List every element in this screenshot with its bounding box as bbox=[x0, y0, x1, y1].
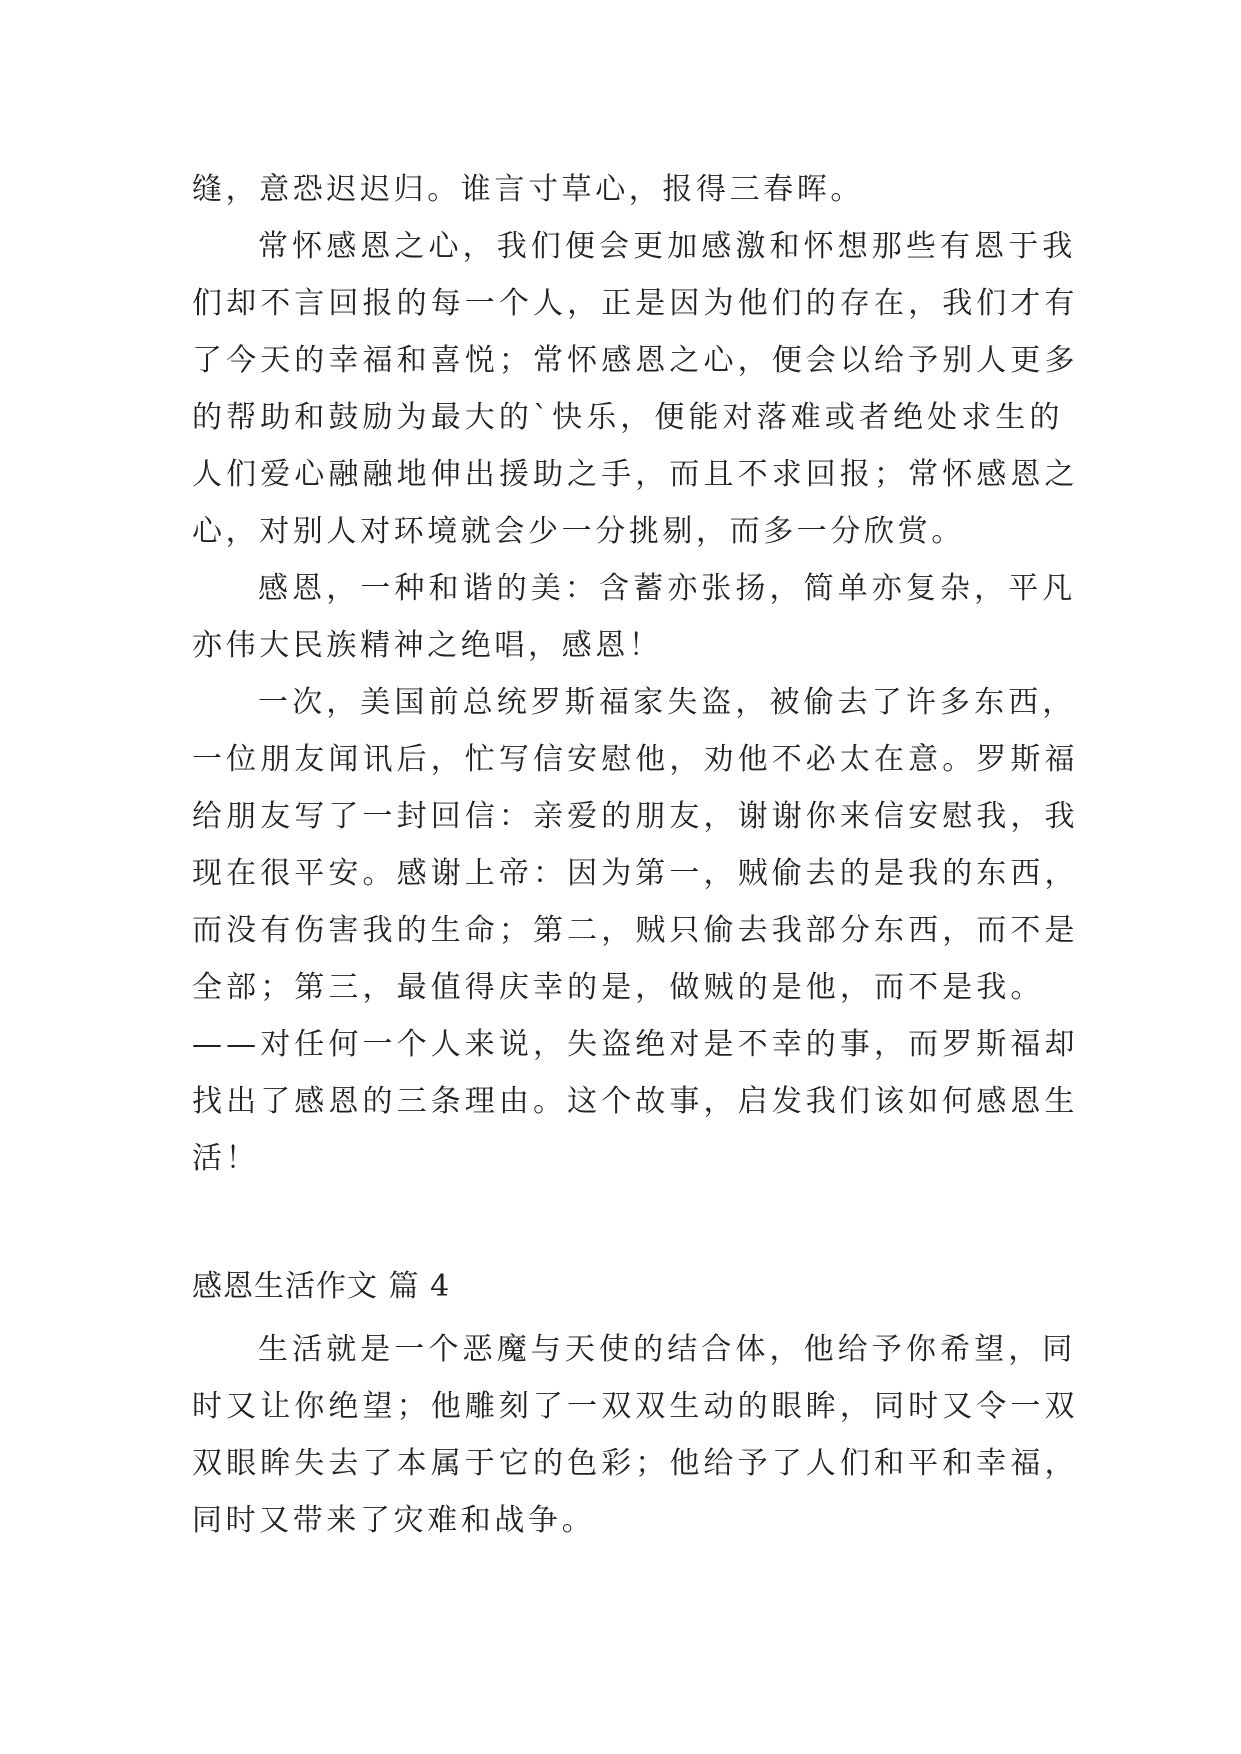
paragraph-line: 给朋友写了一封回信：亲爱的朋友，谢谢你来信安慰我，我 bbox=[192, 799, 1079, 834]
paragraph-line: 现在很平安。感谢上帝：因为第一，贼偷去的是我的东西， bbox=[192, 856, 1079, 891]
paragraph-line: 常怀感恩之心，我们便会更加感激和怀想那些有恩于我 bbox=[258, 229, 1077, 264]
paragraph-line: 一位朋友闻讯后，忙写信安慰他，劝他不必太在意。罗斯福 bbox=[192, 742, 1079, 777]
section-heading: 感恩生活作文 篇 4 bbox=[192, 1269, 451, 1304]
paragraph-line: 感恩，一种和谐的美：含蓄亦张扬，简单亦复杂，平凡 bbox=[258, 571, 1077, 606]
paragraph-line: 了今天的幸福和喜悦；常怀感恩之心，便会以给予别人更多 bbox=[192, 343, 1079, 378]
paragraph-line: 时又让你绝望；他雕刻了一双双生动的眼眸，同时又令一双 bbox=[192, 1389, 1079, 1424]
paragraph-line: 双眼眸失去了本属于它的色彩；他给予了人们和平和幸福， bbox=[192, 1446, 1079, 1481]
paragraph-line: 生活就是一个恶魔与天使的结合体，他给予你希望，同 bbox=[258, 1332, 1077, 1367]
paragraph-line: 同时又带来了灾难和战争。 bbox=[192, 1503, 596, 1538]
paragraph-line: 心，对别人对环境就会少一分挑剔，而多一分欣赏。 bbox=[192, 514, 965, 549]
paragraph-line: 一次，美国前总统罗斯福家失盗，被偷去了许多东西， bbox=[258, 685, 1077, 720]
paragraph-line: 找出了感恩的三条理由。这个故事，启发我们该如何感恩生 bbox=[192, 1084, 1079, 1119]
paragraph-line: ——对任何一个人来说，失盗绝对是不幸的事，而罗斯福却 bbox=[192, 1027, 1079, 1062]
paragraph-line: 而没有伤害我的生命；第二，贼只偷去我部分东西，而不是 bbox=[192, 913, 1079, 948]
paragraph-line: 的帮助和鼓励为最大的`快乐，便能对落难或者绝处求生的 bbox=[192, 400, 1064, 435]
paragraph-line: 活！ bbox=[192, 1141, 260, 1176]
paragraph-line: 人们爱心融融地伸出援助之手，而且不求回报；常怀感恩之 bbox=[192, 457, 1079, 492]
paragraph-line: 缝，意恐迟迟归。谁言寸草心，报得三春晖。 bbox=[192, 172, 864, 207]
paragraph-line: 全部；第三，最值得庆幸的是，做贼的是他，而不是我。 bbox=[192, 970, 1045, 1005]
paragraph-line: 们却不言回报的每一个人，正是因为他们的存在，我们才有 bbox=[192, 286, 1079, 321]
paragraph-line: 亦伟大民族精神之绝唱，感恩！ bbox=[192, 628, 663, 663]
